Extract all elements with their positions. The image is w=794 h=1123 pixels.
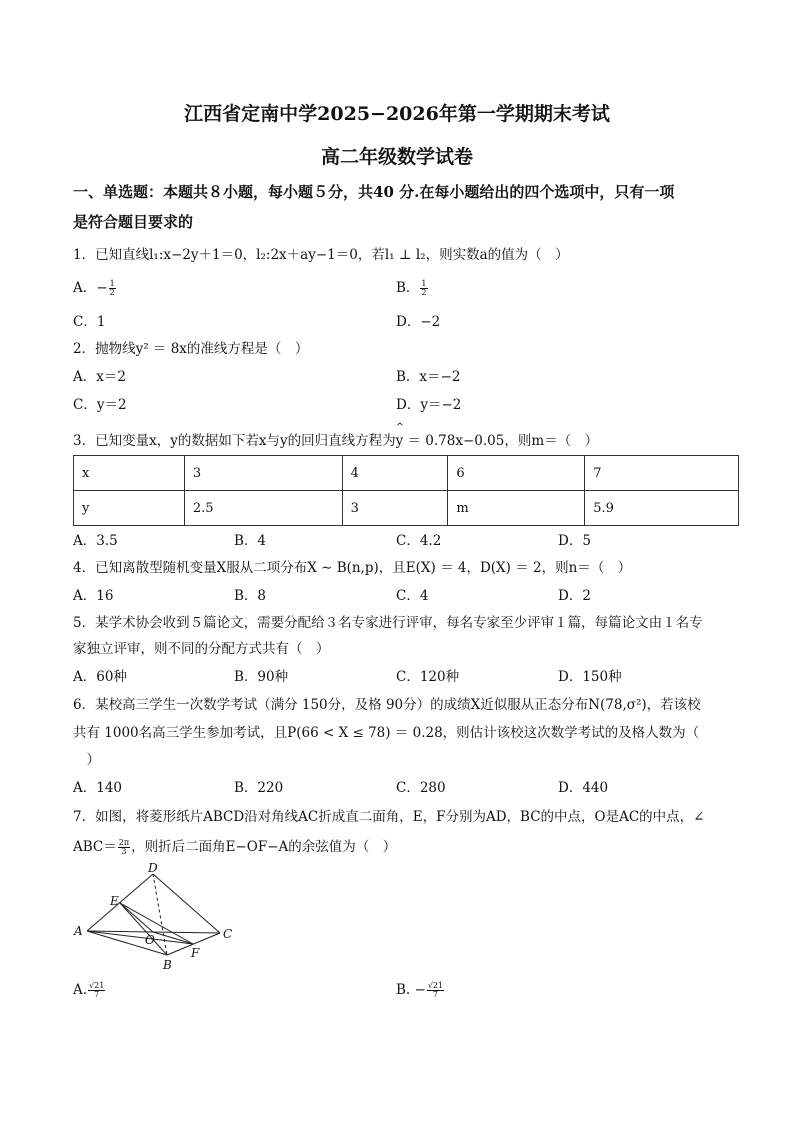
q7-option-a xyxy=(73,982,106,999)
section-heading-line2: 是符合题目要求的 xyxy=(73,213,194,231)
label-c: C xyxy=(223,927,233,941)
q6-stem-line3: ） xyxy=(73,752,100,768)
edge-ad xyxy=(87,874,153,931)
table-cell: 3 xyxy=(342,491,448,526)
q1-option-a xyxy=(73,276,117,297)
segment-eo xyxy=(120,903,153,932)
q1-a-prefix: A．− xyxy=(73,280,108,296)
segment-of xyxy=(153,932,193,944)
q6-option-a: A．140 xyxy=(73,780,123,796)
q6-stem-line1: 6．某校高三学生一次数学考试（满分 150分，及格 90分）的成绩X近似服从正态分布N(78,σ²)，若该校 xyxy=(73,697,701,713)
label-e: E xyxy=(110,894,119,908)
q1-b-fraction xyxy=(420,280,427,297)
q7-line2-pre: ABC＝ xyxy=(73,839,117,855)
label-f: F xyxy=(191,946,200,960)
q1-stem: 1．已知直线l₁:x−2y＋1＝0，l₂:2x＋ay−1＝0，若l₁ ⊥ l₂，则实数a的值为（ ） xyxy=(73,247,569,263)
q7-b-prefix: B. − xyxy=(396,982,426,998)
q1-a-fraction xyxy=(109,280,116,297)
table-cell: 6 xyxy=(448,456,585,491)
segment-db-hidden xyxy=(153,874,167,955)
q5-stem-line1: 5．某学术协会收到５篇论文，需要分配给３名专家进行评审，每名专家至少评审１篇，每篇论文由１名专 xyxy=(73,615,703,631)
q2-option-c: C．y＝2 xyxy=(73,397,127,413)
q1-option-b xyxy=(396,276,429,297)
q7-b-fraction xyxy=(427,982,444,999)
q7-b-num: √21 xyxy=(427,981,444,990)
q1-b-prefix: B． xyxy=(396,280,420,296)
label-d: D xyxy=(148,862,158,875)
q6-option-c: C．280 xyxy=(396,780,446,796)
section-heading-line1: 一、单选题：本题共８小题，每小题５分，共40 分.在每小题给出的四个选项中，只有一项 xyxy=(73,183,675,201)
label-o: O xyxy=(145,933,155,947)
q1-a-den: 2 xyxy=(109,288,115,297)
q4-option-d: D．2 xyxy=(558,588,591,604)
q5-stem-line2: 家独立评审，则不同的分配方式共有（ ） xyxy=(73,641,330,657)
q7-stem-line2 xyxy=(73,835,396,856)
table-row xyxy=(74,456,739,491)
label-a: A xyxy=(74,924,83,938)
q7-a-prefix: A. xyxy=(73,982,88,998)
q7-fraction-den: 3 xyxy=(121,847,127,856)
q7-fraction xyxy=(118,839,130,856)
segment-eb xyxy=(120,903,167,955)
q4-option-a: A．16 xyxy=(73,588,114,604)
exam-title: 江西省定南中学2025−2026年第一学期期末考试 xyxy=(184,103,610,125)
q3-hat: ^ xyxy=(395,422,404,433)
q5-option-c: C．120种 xyxy=(396,669,460,685)
q7-a-fraction xyxy=(88,982,105,999)
q4-option-b: B．8 xyxy=(234,588,267,604)
q4-option-c: C．4 xyxy=(396,588,429,604)
table-cell: x xyxy=(74,456,185,491)
q3-stem xyxy=(73,422,599,449)
q3-data-table xyxy=(73,455,739,526)
q2-option-a: A．x＝2 xyxy=(73,369,126,385)
q7-option-b xyxy=(396,982,445,999)
q5-option-d: D．150种 xyxy=(558,669,622,685)
q7-line2-post: ，则折后二面角E−OF−A的余弦值为（ ） xyxy=(131,839,397,855)
q3-stem-post: y ＝ 0.78x−0.05，则m＝（ ） xyxy=(395,433,599,449)
q7-stem-line1: 7．如图，将菱形纸片ABCD沿对角线AC折成直二面角，E，F分别为AD，BC的中点，O是AC的中点，∠ xyxy=(73,809,705,825)
q3-option-c: C．4.2 xyxy=(396,533,442,549)
q2-stem: 2．抛物线y² ＝ 8x的准线方程是（ ） xyxy=(73,341,309,357)
segment-ef xyxy=(120,903,193,944)
q3-option-b: B．4 xyxy=(234,533,267,549)
segment-af xyxy=(87,931,193,944)
q7-fraction-num: 2π xyxy=(118,838,130,847)
label-b: B xyxy=(163,958,172,972)
q7-b-den: 7 xyxy=(432,990,439,999)
q4-stem: 4．已知离散型随机变量X服从二项分布X ∼ B(n,p)，且E(X) ＝ 4，D(X) ＝ 2，则n＝（ ） xyxy=(73,560,632,576)
q3-option-d: D．5 xyxy=(558,533,591,549)
table-cell: 3 xyxy=(184,456,342,491)
table-cell: 7 xyxy=(585,456,739,491)
table-cell: 5.9 xyxy=(585,491,739,526)
q5-option-a: A．60种 xyxy=(73,669,127,685)
q1-a-num: 1 xyxy=(109,279,115,288)
table-cell: m xyxy=(448,491,585,526)
table-row xyxy=(74,491,739,526)
q7-a-num: √21 xyxy=(89,981,105,990)
table-cell: 2.5 xyxy=(184,491,342,526)
edge-dc xyxy=(153,874,220,933)
q6-option-d: D．440 xyxy=(558,780,609,796)
exam-subtitle: 高二年级数学试卷 xyxy=(320,146,473,168)
q6-option-b: B．220 xyxy=(234,780,284,796)
q1-b-num: 1 xyxy=(421,279,427,288)
table-cell: y xyxy=(74,491,185,526)
q3-stem-pre: 3．已知变量x，y的数据如下若x与y的回归直线方程为 xyxy=(73,433,396,449)
q1-option-d: D．−2 xyxy=(396,314,441,330)
q1-b-den: 2 xyxy=(421,288,427,297)
q2-option-b: B．x＝−2 xyxy=(396,369,461,385)
edge-ab xyxy=(87,931,167,955)
q2-option-d: D．y＝−2 xyxy=(396,397,462,413)
q7-a-den: 7 xyxy=(94,990,100,999)
q5-option-b: B．90种 xyxy=(234,669,289,685)
q6-stem-line2: 共有 1000名高三学生参加考试，且P(66 < X ≤ 78) ＝ 0.28，则估计该校这次数学考试的及格人数为（ xyxy=(73,725,700,741)
q1-option-c: C．1 xyxy=(73,314,106,330)
q3-option-a: A．3.5 xyxy=(73,533,118,549)
table-cell: 4 xyxy=(342,456,448,491)
q7-figure xyxy=(70,862,240,977)
